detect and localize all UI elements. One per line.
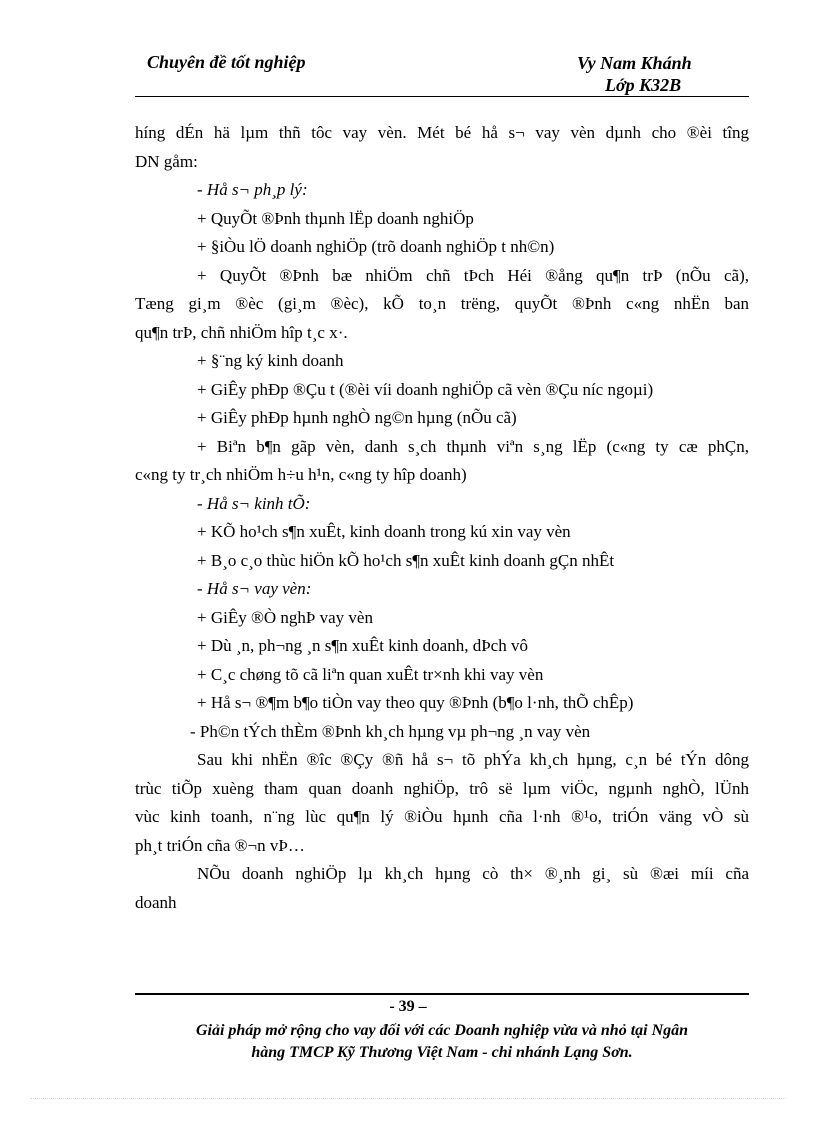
list-item: + Biªn b¶n gãp vèn, danh s¸ch thµnh viªn s¸ng lËp (c«ng ty cæ phÇn,: [197, 436, 749, 456]
page-number: - 39 –: [389, 998, 427, 1015]
text-line: DN gåm:: [135, 151, 198, 171]
page-header: [135, 50, 749, 97]
list-item: + QuyÕt ®Þnh thµnh lËp doanh nghiÖp: [197, 208, 474, 228]
footer-title-line: hàng TMCP Kỹ Thương Việt Nam - chi nhánh Lạng Sơn.: [251, 1044, 633, 1061]
list-item: + §iÒu lÖ doanh nghiÖp (trõ doanh nghiÖp t nh©n): [197, 237, 555, 256]
author-name: Vy Nam Khánh: [577, 53, 692, 73]
list-item: + Dù ¸n, ph¬ng ¸n s¶n xuÊt kinh doanh, dÞch vô: [197, 636, 528, 655]
text-line: doanh: [135, 892, 177, 912]
text-line: ph¸t triÓn cña ®¬n vÞ…: [135, 835, 305, 855]
list-item: + §¨ng ký kinh doanh: [197, 351, 344, 370]
section-heading: - Ph©n tÝch thÈm ®Þnh kh¸ch hµng vµ ph¬ng ¸n vay vèn: [190, 721, 591, 741]
text-line: vùc kinh toanh, n¨ng lùc qu¶n lý ®iÒu hµnh cña l·nh ®¹o, triÓn väng vÒ sù: [135, 807, 749, 826]
header-topic: Chuyên đề tốt nghiệp: [147, 52, 306, 72]
text-line: Tæng gi¸m ®èc (gi¸m ®èc), kÕ to¸n trëng, quyÕt ®Þnh c«ng nhËn ban: [135, 294, 749, 313]
body-text: [135, 119, 749, 917]
list-item: + Hå s¬ ®¶m b¶o tiÒn vay theo quy ®Þnh (b¶o l·nh, thÕ chÊp): [197, 693, 634, 712]
list-item: + GiÊy phÐp ®Çu t (®èi víi doanh nghiÖp cã vèn ®Çu níc ngoµi): [197, 379, 654, 399]
list-item: + C¸c chøng tõ cã liªn quan xuÊt tr×nh khi vay vèn: [197, 664, 544, 684]
header-author: [577, 52, 692, 96]
text-line: qu¶n trÞ, chñ nhiÖm hîp t¸c x·.: [135, 322, 348, 342]
text-line: híng dÉn hä lµm thñ tôc vay vèn. Mét bé hå s¬ vay vèn dµnh cho ®èi tîng: [135, 123, 749, 142]
section-heading: - Hå s¬ kinh tÕ:: [197, 493, 311, 513]
list-item: + B¸o c¸o thùc hiÖn kÕ ho¹ch s¶n xuÊt kinh doanh gÇn nhÊt: [197, 550, 615, 570]
footer-divider: [135, 993, 749, 995]
text-line: trùc tiÕp xuèng tham quan doanh nghiÖp, trô së lµm viÖc, ngµnh nghÒ, lÜnh: [135, 778, 749, 798]
author-class: Lớp K32B: [605, 75, 682, 95]
footer-title-line: Giải pháp mở rộng cho vay đối với các Doanh nghiệp vừa và nhỏ tại Ngân: [195, 1022, 689, 1039]
section-heading: - Hå s¬ vay vèn:: [197, 579, 312, 598]
list-item: + GiÊy ®Ò nghÞ vay vèn: [197, 607, 373, 627]
paragraph-start: NÕu doanh nghiÖp lµ kh¸ch hµng cò th× ®¸nh gi¸ sù ®æi míi cña: [197, 864, 749, 883]
page-edge-divider: [30, 1098, 786, 1099]
section-heading: - Hå s¬ ph¸p lý:: [197, 180, 308, 199]
text-line: c«ng ty tr¸ch nhiÖm h÷u h¹n, c«ng ty hîp doanh): [135, 465, 467, 484]
list-item: + KÕ ho¹ch s¶n xuÊt, kinh doanh trong kú xin vay vèn: [197, 522, 571, 541]
list-item: + QuyÕt ®Þnh bæ nhiÖm chñ tÞch Héi ®ång qu¶n trÞ (nÕu cã),: [197, 265, 749, 285]
paragraph-start: Sau khi nhËn ®îc ®Çy ®ñ hå s¬ tõ phÝa kh¸ch hµng, c¸n bé tÝn dông: [197, 750, 749, 769]
footer-title: [100, 1020, 784, 1064]
list-item: + GiÊy phÐp hµnh nghÒ ng©n hµng (nÕu cã): [197, 408, 517, 427]
